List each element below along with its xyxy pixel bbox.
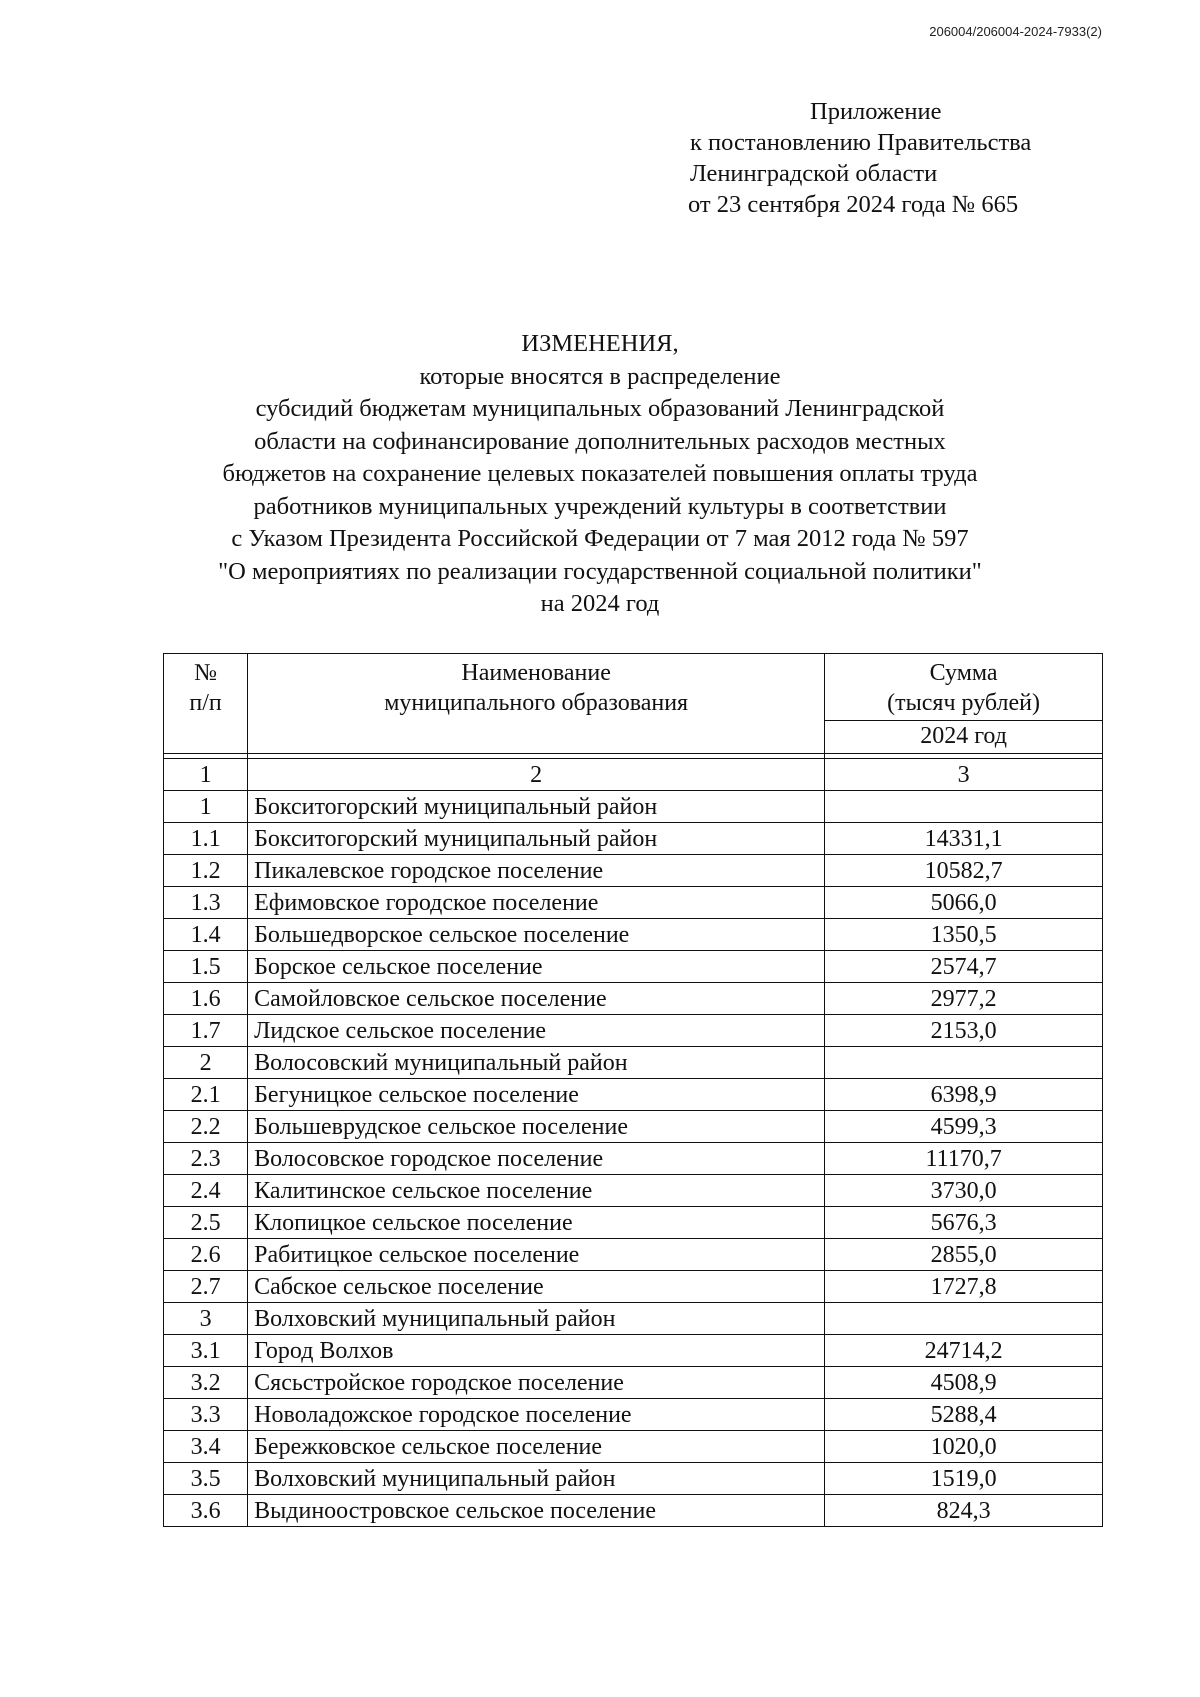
row-sum: 2855,0 (825, 1239, 1103, 1271)
table-row (164, 1495, 1103, 1527)
table-row (164, 1143, 1103, 1175)
row-sum (825, 1047, 1103, 1079)
title-line: бюджетов на сохранение целевых показателей повышения оплаты труда (222, 460, 978, 487)
row-number: 1.2 (164, 855, 248, 887)
table-row (164, 1431, 1103, 1463)
table-row (164, 1047, 1103, 1079)
row-number: 2.6 (164, 1239, 248, 1271)
row-sum (825, 1303, 1103, 1335)
row-name: Клопицкое сельское поселение (248, 1207, 825, 1239)
row-number: 3.2 (164, 1367, 248, 1399)
row-name: Ефимовское городское поселение (248, 887, 825, 919)
table-row (164, 919, 1103, 951)
appendix-line-3: Ленинградской области (690, 160, 938, 187)
row-number: 3.3 (164, 1399, 248, 1431)
header-num (164, 654, 248, 754)
header-num-line-1: № (194, 660, 218, 686)
row-name: Волосовский муниципальный район (248, 1047, 825, 1079)
row-number: 3.5 (164, 1463, 248, 1495)
row-name: Выдиноостровское сельское поселение (248, 1495, 825, 1527)
column-number: 2 (248, 759, 825, 791)
header-sum-line-1: Сумма (929, 660, 998, 686)
title-line: субсидий бюджетам муниципальных образований Ленинградской (255, 395, 945, 422)
row-sum: 6398,9 (825, 1079, 1103, 1111)
appendix-block (688, 96, 1031, 220)
table-row (164, 1111, 1103, 1143)
row-number: 3.6 (164, 1495, 248, 1527)
table-row (164, 951, 1103, 983)
row-sum: 14331,1 (825, 823, 1103, 855)
row-sum: 4508,9 (825, 1367, 1103, 1399)
row-number: 1.4 (164, 919, 248, 951)
row-sum: 10582,7 (825, 855, 1103, 887)
header-sum-line-2: (тысяч рублей) (887, 690, 1040, 716)
row-name: Самойловское сельское поселение (248, 983, 825, 1015)
appendix-line-1: Приложение (810, 98, 942, 125)
row-number: 2 (164, 1047, 248, 1079)
table-row (164, 1015, 1103, 1047)
document-id: 206004/206004-2024-7933(2) (929, 24, 1102, 39)
header-name (248, 654, 825, 754)
table-row (164, 1239, 1103, 1271)
document-title (130, 328, 1070, 621)
row-name: Калитинское сельское поселение (248, 1175, 825, 1207)
row-sum: 1350,5 (825, 919, 1103, 951)
row-number: 3.4 (164, 1431, 248, 1463)
row-number: 1.7 (164, 1015, 248, 1047)
table-row (164, 1335, 1103, 1367)
row-number: 2.2 (164, 1111, 248, 1143)
row-name: Бегуницкое сельское поселение (248, 1079, 825, 1111)
row-name: Новоладожское городское поселение (248, 1399, 825, 1431)
appendix-line-2: к постановлению Правительства (690, 129, 1032, 156)
row-number: 3 (164, 1303, 248, 1335)
header-sum (825, 654, 1103, 721)
title-line: с Указом Президента Российской Федерации от 7 мая 2012 года № 597 (231, 525, 969, 552)
column-numbering-row (164, 759, 1103, 791)
column-number: 3 (825, 759, 1103, 791)
row-name: Волховский муниципальный район (248, 1303, 825, 1335)
header-name-line-1: Наименование (461, 660, 611, 686)
header-name-line-2: муниципального образования (384, 690, 689, 716)
title-line: области на софинансирование дополнительных расходов местных (254, 427, 946, 455)
table-row (164, 1079, 1103, 1111)
row-sum: 1519,0 (825, 1463, 1103, 1495)
row-sum: 4599,3 (825, 1111, 1103, 1143)
table-row (164, 1207, 1103, 1239)
row-number: 2.3 (164, 1143, 248, 1175)
table-row (164, 1367, 1103, 1399)
row-number: 1.6 (164, 983, 248, 1015)
table-row (164, 887, 1103, 919)
table-row (164, 1303, 1103, 1335)
row-sum: 11170,7 (825, 1143, 1103, 1175)
row-name: Борское сельское поселение (248, 951, 825, 983)
header-num-line-2: п/п (189, 690, 222, 716)
row-name: Волховский муниципальный район (248, 1463, 825, 1495)
title-heading: ИЗМЕНЕНИЯ, (521, 330, 679, 357)
row-number: 2.1 (164, 1079, 248, 1111)
table-row (164, 855, 1103, 887)
table-row (164, 1399, 1103, 1431)
row-number: 2.5 (164, 1207, 248, 1239)
row-number: 2.4 (164, 1175, 248, 1207)
row-name: Бокситогорский муниципальный район (248, 823, 825, 855)
row-sum: 5288,4 (825, 1399, 1103, 1431)
row-sum: 1020,0 (825, 1431, 1103, 1463)
row-sum: 3730,0 (825, 1175, 1103, 1207)
row-sum: 2977,2 (825, 983, 1103, 1015)
table-row (164, 983, 1103, 1015)
row-name: Бокситогорский муниципальный район (248, 791, 825, 823)
row-name: Сясьстройское городское поселение (248, 1367, 825, 1399)
row-name: Бережковское сельское поселение (248, 1431, 825, 1463)
row-sum: 1727,8 (825, 1271, 1103, 1303)
row-number: 1.3 (164, 887, 248, 919)
table-row (164, 1463, 1103, 1495)
table-row (164, 1271, 1103, 1303)
row-name: Большеврудское сельское поселение (248, 1111, 825, 1143)
row-number: 3.1 (164, 1335, 248, 1367)
table-row (164, 791, 1103, 823)
row-name: Рабитицкое сельское поселение (248, 1239, 825, 1271)
title-line: на 2024 год (540, 590, 660, 617)
table-row (164, 823, 1103, 855)
header-year: 2024 год (825, 721, 1103, 754)
row-number: 1.1 (164, 823, 248, 855)
row-sum: 5676,3 (825, 1207, 1103, 1239)
row-sum (825, 791, 1103, 823)
title-line: которые вносятся в распределение (419, 362, 781, 390)
appendix-line-4: от 23 сентября 2024 года № 665 (688, 191, 1019, 218)
row-sum: 5066,0 (825, 887, 1103, 919)
row-name: Пикалевское городское поселение (248, 855, 825, 887)
row-number: 2.7 (164, 1271, 248, 1303)
row-name: Большедворское сельское поселение (248, 919, 825, 951)
row-name: Сабское сельское поселение (248, 1271, 825, 1303)
column-number: 1 (164, 759, 248, 791)
row-number: 1 (164, 791, 248, 823)
row-number: 1.5 (164, 951, 248, 983)
row-sum: 2153,0 (825, 1015, 1103, 1047)
row-sum: 824,3 (825, 1495, 1103, 1527)
title-line: работников муниципальных учреждений культуры в соответствии (253, 492, 947, 520)
subsidy-table (163, 653, 1103, 1527)
row-name: Волосовское городское поселение (248, 1143, 825, 1175)
table-row (164, 1175, 1103, 1207)
row-name: Лидское сельское поселение (248, 1015, 825, 1047)
row-name: Город Волхов (248, 1335, 825, 1367)
title-line: "О мероприятиях по реализации государственной социальной политики" (218, 557, 982, 585)
row-sum: 24714,2 (825, 1335, 1103, 1367)
row-sum: 2574,7 (825, 951, 1103, 983)
